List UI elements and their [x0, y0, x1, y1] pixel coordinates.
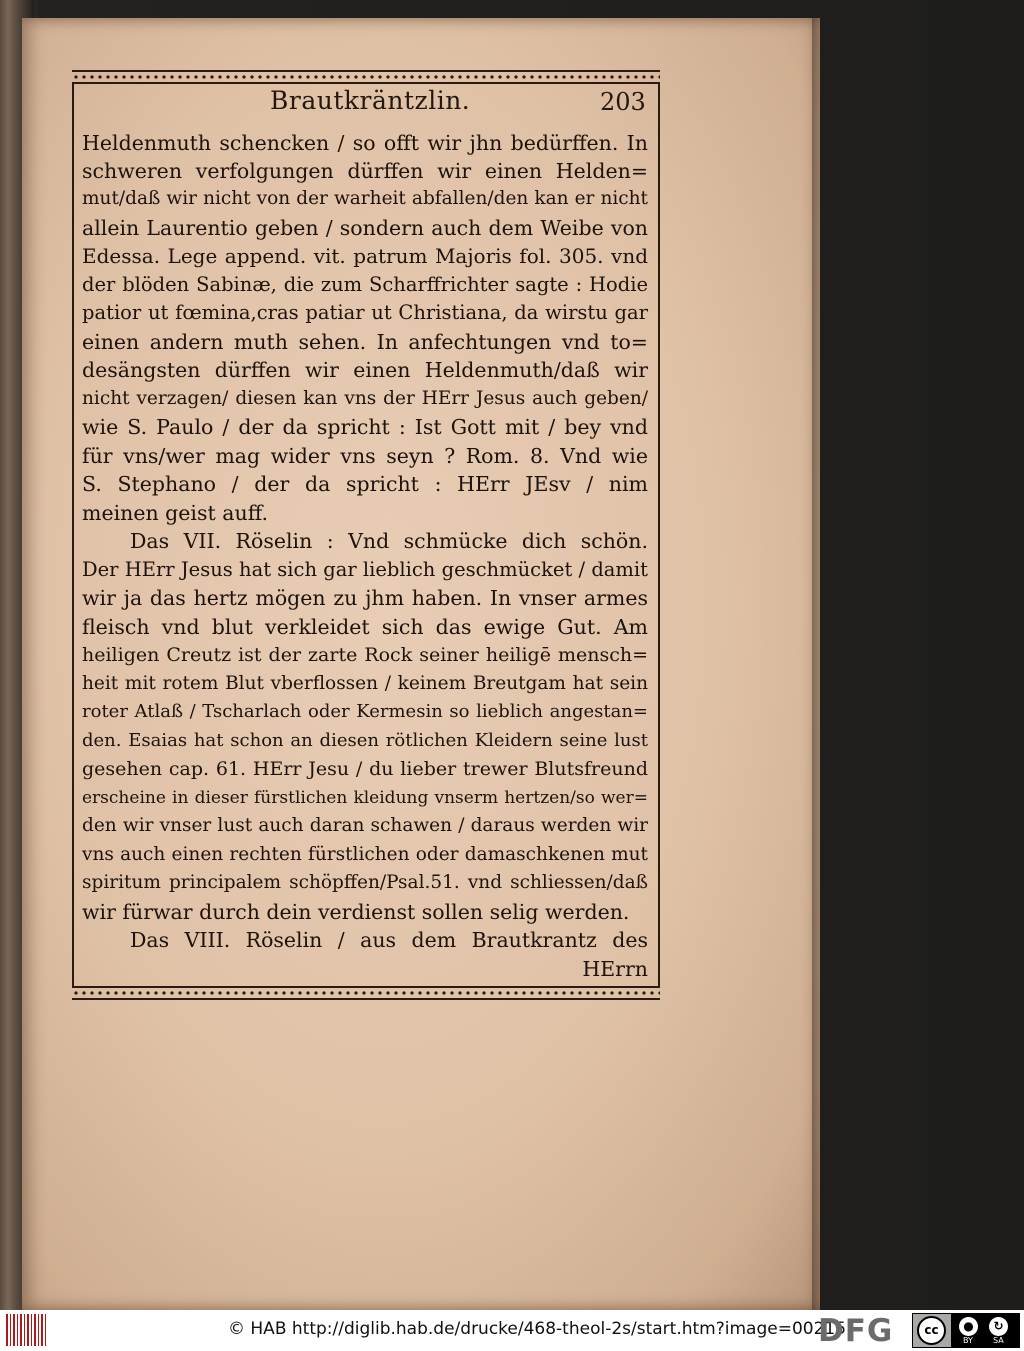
barcode-logo-icon[interactable] — [6, 1314, 48, 1346]
text-line: fleisch vnd blut verkleidet sich das ewige Gut. Am — [82, 615, 648, 639]
text-line: allein Laurentio geben / sondern auch dem Weibe von — [82, 216, 648, 240]
text-line: den wir vnser lust auch daran schawen / daraus werden wir — [82, 815, 648, 836]
running-head: Brautkräntzlin. — [270, 86, 471, 115]
text-line: Heldenmuth schencken / so offt wir jhn bedürffen. In — [82, 131, 648, 155]
text-line: einen andern muth sehen. In anfechtungen vnd to= — [82, 330, 648, 354]
body-text — [82, 128, 648, 988]
by-label: BY — [963, 1336, 973, 1345]
frame-left-line — [72, 84, 74, 988]
text-line: Der HErr Jesus hat sich gar lieblich geschmücket / damit — [82, 558, 648, 581]
person-icon: ● — [959, 1317, 978, 1336]
text-line: gesehen cap. 61. HErr Jesu / du lieber trewer Blutsfreund — [82, 758, 648, 780]
page-shadow — [812, 18, 822, 1310]
text-line: wir ja das hertz mögen zu jhm haben. In vnser armes — [82, 586, 648, 610]
bottom-border-rule — [72, 986, 660, 1000]
text-line: den. Esaias hat schon an diesen rötlichen Kleidern seine lust — [82, 730, 648, 751]
copyright-link[interactable]: © HAB http://diglib.hab.de/drucke/468-theol-2s/start.htm?image=00215 — [228, 1319, 847, 1339]
top-border-rule — [72, 70, 660, 84]
dfg-logo-icon[interactable]: DFG — [818, 1313, 894, 1349]
text-line: Edessa. Lege append. vit. patrum Majoris fol. 305. vnd — [82, 244, 648, 268]
text-line: meinen geist auff. — [82, 501, 269, 525]
footer-bar — [0, 1310, 1024, 1351]
share-alike-icon: ↻ — [989, 1317, 1008, 1336]
section-heading: Das VII. Röselin : Vnd schmücke dich schön. — [130, 529, 648, 553]
text-line: wir fürwar durch dein verdienst sollen selig werden. — [82, 900, 630, 924]
text-line: schweren verfolgungen dürffen wir einen Helden= — [82, 159, 648, 183]
text-line: desängsten dürffen wir einen Heldenmuth/daß wir — [82, 358, 648, 382]
text-line: spiritum principalem schöpffen/Psal.51. vnd schliessen/daß — [82, 872, 648, 893]
section-heading: Das VIII. Röselin / aus dem Brautkrantz des — [130, 928, 648, 952]
text-line: patior ut fœmina,cras patiar ut Christiana, da wirstu gar — [82, 301, 648, 324]
text-line: nicht verzagen/ diesen kan vns der HErr Jesus auch geben/ — [82, 388, 648, 409]
text-line: vns auch einen rechten fürstlichen oder damaschkenen mut — [82, 844, 648, 865]
text-line: erscheine in dieser fürstlichen kleidung vnserm hertzen/so wer= — [82, 788, 648, 808]
frame-right-line — [658, 84, 660, 988]
page-number: 203 — [600, 88, 646, 116]
cc-by-sa-icon[interactable] — [912, 1313, 1020, 1348]
text-line: für vns/wer mag wider vns seyn ? Rom. 8. Vnd wie — [82, 444, 648, 468]
text-line: S. Stephano / der da spricht : HErr JEsv / nim — [82, 472, 648, 496]
sa-label: SA — [993, 1336, 1004, 1345]
text-line: der blöden Sabinæ, die zum Scharffrichter sagte : Hodie — [82, 273, 648, 296]
catchword: HErrn — [582, 957, 648, 981]
text-line: heiligen Creutz ist der zarte Rock seiner heiligē mensch= — [82, 644, 648, 666]
cc-icon: cc — [917, 1316, 946, 1345]
text-line: mut/daß wir nicht von der warheit abfallen/den kan er nicht — [82, 188, 648, 209]
text-line: roter Atlaß / Tscharlach oder Kermesin so lieblich angestan= — [82, 701, 648, 722]
text-line: heit mit rotem Blut vberflossen / keinem Breutgam hat sein — [82, 673, 648, 694]
text-line: wie S. Paulo / der da spricht : Ist Gott mit / bey vnd — [82, 415, 648, 439]
